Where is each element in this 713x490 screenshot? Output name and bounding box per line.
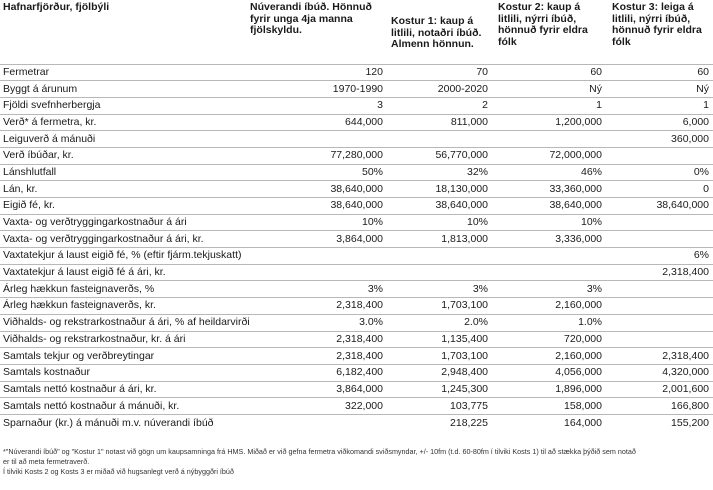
cell-value: 120 bbox=[365, 65, 383, 78]
cell-value: 70 bbox=[476, 65, 488, 78]
cell-value: 6% bbox=[693, 249, 709, 262]
column-header-current: Núverandi íbúð. Hönnuð fyrir unga 4ja manna fjölskyldu. bbox=[250, 1, 372, 36]
cell-value bbox=[606, 314, 713, 331]
table-row bbox=[0, 114, 713, 131]
cell-value bbox=[246, 131, 387, 148]
row-label: Árleg hækkun fasteignaverðs, kr. bbox=[3, 299, 156, 312]
cell-value bbox=[387, 131, 492, 148]
cell-value: 2,318,400 bbox=[662, 349, 709, 362]
cell-value: 103,775 bbox=[450, 399, 488, 412]
footnotes bbox=[3, 447, 708, 477]
row-label: Samtals nettó kostnaður á mánuði, kr. bbox=[3, 399, 180, 412]
table-row bbox=[0, 147, 713, 164]
cell-value: 72,000,000 bbox=[549, 149, 602, 162]
cell-value: 1,703,100 bbox=[441, 349, 488, 362]
table-row bbox=[0, 331, 713, 348]
cell-value: 38,640,000 bbox=[330, 182, 383, 195]
row-label: Verð* á fermetra, kr. bbox=[3, 115, 97, 128]
cell-value: 1,135,400 bbox=[441, 332, 488, 345]
cell-value: 218,225 bbox=[450, 416, 488, 429]
cell-value: 3,864,000 bbox=[336, 232, 383, 245]
cell-value: 56,770,000 bbox=[435, 149, 488, 162]
cell-value: 1,245,300 bbox=[441, 382, 488, 395]
header-row bbox=[0, 0, 713, 64]
cell-value: 18,130,000 bbox=[435, 182, 488, 195]
row-label: Lán, kr. bbox=[3, 182, 38, 195]
cell-value: 2,318,400 bbox=[662, 266, 709, 279]
cell-value bbox=[246, 264, 387, 281]
cell-value bbox=[606, 214, 713, 231]
cell-value: 360,000 bbox=[671, 132, 709, 145]
cell-value: 3.0% bbox=[359, 316, 383, 329]
cell-value: 1,200,000 bbox=[555, 115, 602, 128]
table-row bbox=[0, 164, 713, 181]
cell-value: 0 bbox=[703, 182, 709, 195]
cell-value: 38,640,000 bbox=[549, 199, 602, 212]
table-row bbox=[0, 398, 713, 415]
cell-value: 2,160,000 bbox=[555, 349, 602, 362]
table-row bbox=[0, 281, 713, 298]
table-row bbox=[0, 364, 713, 381]
cell-value bbox=[606, 331, 713, 348]
footnote-line: *"Núverandi íbúð" og "Kostur 1" notast við gögn um kaupsamninga frá HMS. Miðað er við gefna fermetra viðkomandi sviðsmyndar, +/- 10fm (t.d. 60-80fm í tilviki Kosts 1) til að stækka þýðið sem notað bbox=[3, 447, 636, 456]
table-row bbox=[0, 414, 713, 431]
cell-value bbox=[606, 298, 713, 315]
cell-value bbox=[606, 231, 713, 248]
cell-value: 1 bbox=[703, 99, 709, 112]
cell-value: 811,000 bbox=[450, 115, 488, 128]
cell-value: 720,000 bbox=[564, 332, 602, 345]
cell-value: 3 bbox=[377, 99, 383, 112]
table-row bbox=[0, 131, 713, 148]
table-row bbox=[0, 264, 713, 281]
cell-value: 2,318,400 bbox=[336, 299, 383, 312]
cell-value: 2000-2020 bbox=[437, 82, 488, 95]
cell-value: 38,640,000 bbox=[330, 199, 383, 212]
table-row bbox=[0, 314, 713, 331]
table-row bbox=[0, 198, 713, 215]
cell-value: 3% bbox=[367, 282, 383, 295]
cell-value: 38,640,000 bbox=[656, 199, 709, 212]
cell-value: 158,000 bbox=[564, 399, 602, 412]
table-row bbox=[0, 214, 713, 231]
cell-value: 6,182,400 bbox=[336, 366, 383, 379]
row-label: Viðhalds- og rekstrarkostnaður, kr. á ári bbox=[3, 332, 186, 345]
cell-value bbox=[387, 248, 492, 265]
row-label: Samtals nettó kostnaður á ári, kr. bbox=[3, 382, 157, 395]
column-header-option-3: Kostur 3: leiga á litlili, nýrri íbúð, hönnuð fyrir eldra fólk bbox=[612, 1, 702, 48]
row-label: Fermetrar bbox=[3, 65, 50, 78]
row-label: Vaxtatekjur á laust eigið fé, % (eftir fjárm.tekjuskatt) bbox=[3, 249, 242, 262]
cell-value: 166,800 bbox=[671, 399, 709, 412]
row-label: Verð íbúðar, kr. bbox=[3, 149, 74, 162]
row-label: Samtals tekjur og verðbreytingar bbox=[3, 349, 155, 362]
cell-value: 6,000 bbox=[682, 115, 709, 128]
cell-value: 2.0% bbox=[464, 316, 488, 329]
row-label: Eigið fé, kr. bbox=[3, 199, 55, 212]
footnote-line: er til að meta fermetraverð. bbox=[3, 457, 90, 466]
cell-value: 644,000 bbox=[345, 115, 383, 128]
cell-value: 10% bbox=[466, 216, 488, 229]
row-label: Viðhalds- og rekstrarkostnaður á ári, % af heildarvirði bbox=[3, 316, 250, 329]
row-label: Vaxtatekjur á laust eigið fé á ári, kr. bbox=[3, 266, 166, 279]
cell-value: Ný bbox=[696, 82, 709, 95]
column-header-option-2: Kostur 2: kaup á litlili, nýrri íbúð, hönnuð fyrir eldra fólk bbox=[498, 1, 588, 48]
row-label: Sparnaður (kr.) á mánuði m.v. núverandi íbúð bbox=[3, 416, 214, 429]
cell-value bbox=[606, 147, 713, 164]
cell-value: 3,864,000 bbox=[336, 382, 383, 395]
cell-value: 1970-1990 bbox=[332, 82, 383, 95]
cell-value: 2,948,400 bbox=[441, 366, 488, 379]
cell-value: 50% bbox=[361, 165, 383, 178]
cell-value: 2 bbox=[482, 99, 488, 112]
row-label: Fjöldi svefnherbergja bbox=[3, 99, 101, 112]
cell-value: 1,703,100 bbox=[441, 299, 488, 312]
cell-value: 4,320,000 bbox=[662, 366, 709, 379]
cell-value: 38,640,000 bbox=[435, 199, 488, 212]
row-label: Lánshlutfall bbox=[3, 165, 57, 178]
cell-value: 77,280,000 bbox=[330, 149, 383, 162]
cell-value: 322,000 bbox=[345, 399, 383, 412]
cell-value: 33,360,000 bbox=[549, 182, 602, 195]
cell-value: 1 bbox=[596, 99, 602, 112]
cell-value: 46% bbox=[580, 165, 602, 178]
cell-value: 60 bbox=[697, 65, 709, 78]
table-row bbox=[0, 348, 713, 365]
table-row bbox=[0, 181, 713, 198]
row-label: Byggt á árunum bbox=[3, 82, 78, 95]
cell-value: 155,200 bbox=[671, 416, 709, 429]
row-label: Vaxta- og verðtryggingarkostnaður á ári, kr. bbox=[3, 232, 204, 245]
cell-value: 32% bbox=[466, 165, 488, 178]
footnote-line: Í tilviki Kosts 2 og Kosts 3 er miðað við hugsanlegt verð á nýbyggðri íbúð bbox=[3, 467, 234, 476]
cell-value: Ný bbox=[589, 82, 602, 95]
cell-value bbox=[246, 248, 387, 265]
table-body bbox=[0, 64, 713, 431]
cell-value: 0% bbox=[693, 165, 709, 178]
column-header-option-1: Kostur 1: kaup á litlili, notaðri íbúð. Almenn hönnun. bbox=[391, 15, 482, 50]
cell-value: 2,318,400 bbox=[336, 349, 383, 362]
cell-value: 2,160,000 bbox=[555, 299, 602, 312]
cell-value: 10% bbox=[580, 216, 602, 229]
cell-value bbox=[492, 248, 606, 265]
table-row bbox=[0, 64, 713, 81]
table-row bbox=[0, 248, 713, 265]
cell-value: 3% bbox=[586, 282, 602, 295]
cell-value bbox=[492, 131, 606, 148]
cell-value: 1,813,000 bbox=[441, 232, 488, 245]
row-label: Árleg hækkun fasteignaverðs, % bbox=[3, 282, 155, 295]
cell-value: 3% bbox=[472, 282, 488, 295]
cell-value: 164,000 bbox=[564, 416, 602, 429]
row-label: Vaxta- og verðtryggingarkostnaður á ári bbox=[3, 216, 187, 229]
cell-value bbox=[246, 414, 387, 431]
table-row bbox=[0, 381, 713, 398]
row-label: Samtals kostnaður bbox=[3, 366, 90, 379]
table-row bbox=[0, 231, 713, 248]
table-row bbox=[0, 97, 713, 114]
cell-value bbox=[387, 264, 492, 281]
row-label: Leiguverð á mánuði bbox=[3, 132, 96, 145]
cell-value bbox=[606, 281, 713, 298]
cell-value bbox=[492, 264, 606, 281]
cell-value: 1.0% bbox=[578, 316, 602, 329]
cell-value: 60 bbox=[590, 65, 602, 78]
cell-value: 4,056,000 bbox=[555, 366, 602, 379]
cell-value: 2,001,600 bbox=[662, 382, 709, 395]
cell-value: 10% bbox=[361, 216, 383, 229]
cell-value: 3,336,000 bbox=[555, 232, 602, 245]
cell-value: 2,318,400 bbox=[336, 332, 383, 345]
cell-value: 1,896,000 bbox=[555, 382, 602, 395]
table-row bbox=[0, 81, 713, 98]
table-row bbox=[0, 298, 713, 315]
table-title: Hafnarfjörður, fjölbýli bbox=[3, 1, 110, 13]
